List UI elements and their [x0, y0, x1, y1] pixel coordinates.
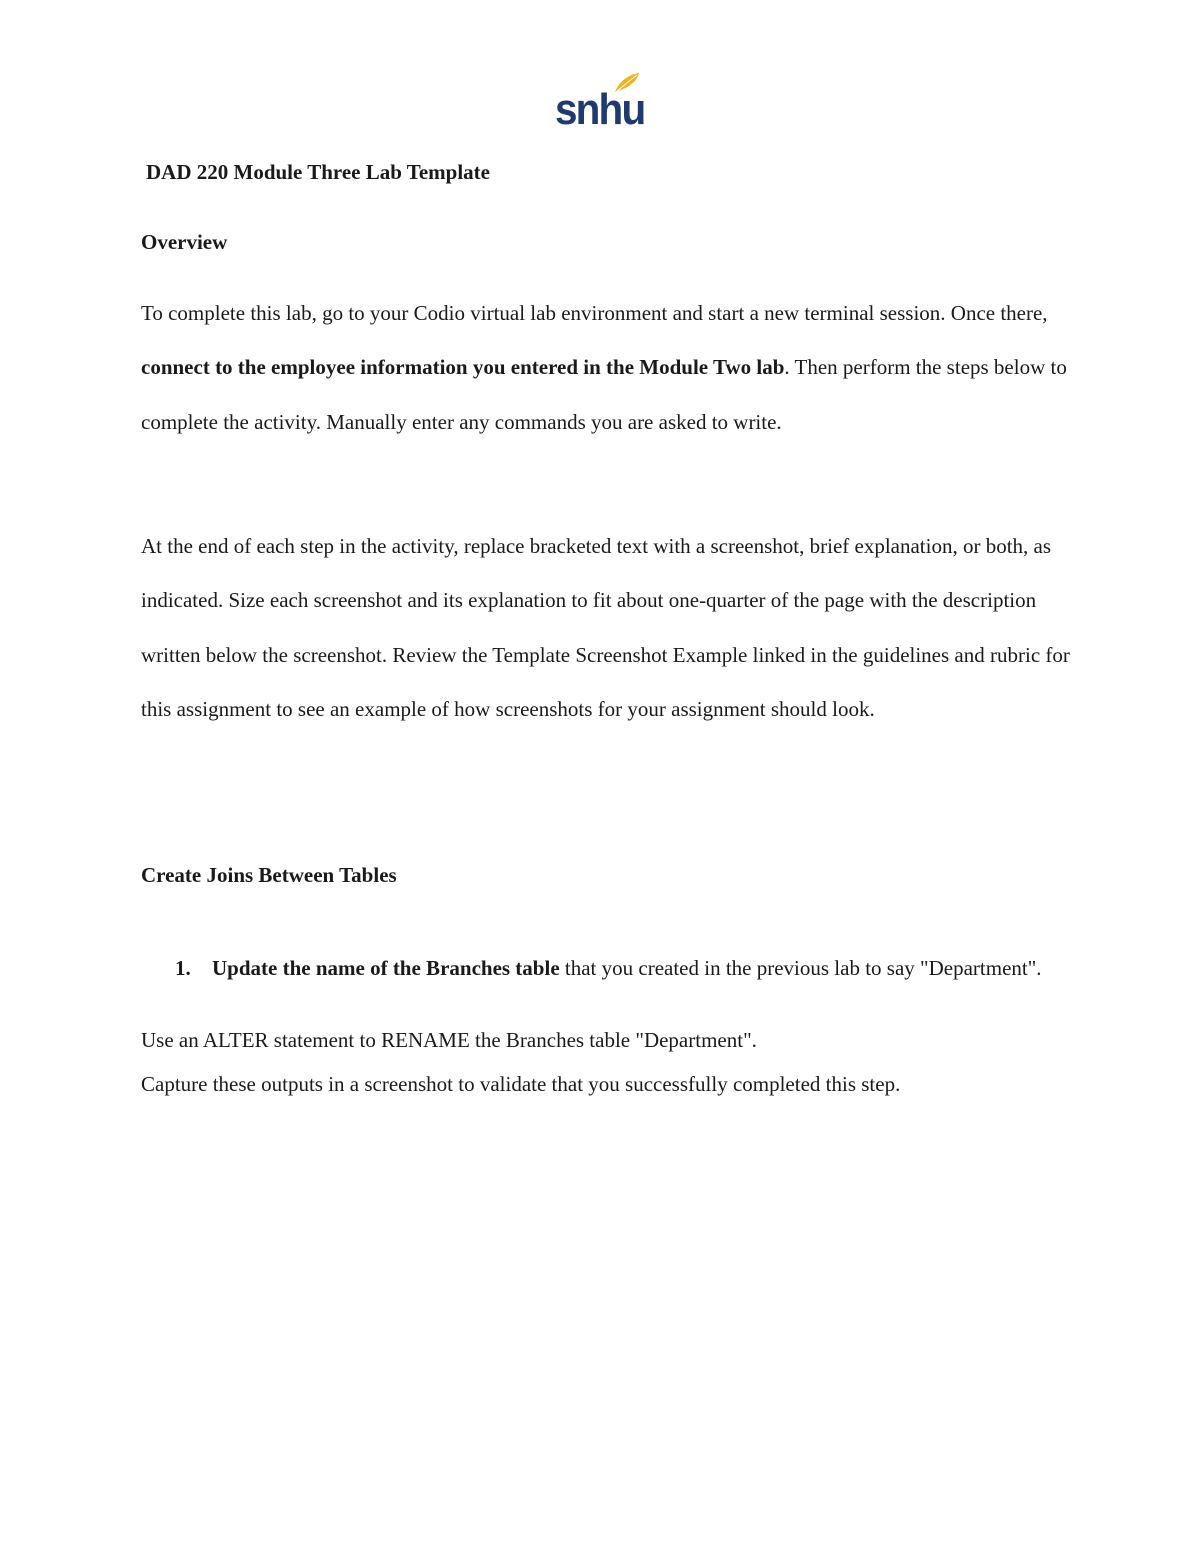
overview-bold-text: connect to the employee information you entered in the Module Two lab	[141, 355, 785, 380]
instruction-capture: Capture these outputs in a screenshot to validate that you successfully completed this step.	[141, 1072, 901, 1096]
instruction-alter: Use an ALTER statement to RENAME the Branches table "Department".	[141, 1028, 757, 1052]
step-number: 1.	[175, 956, 191, 980]
step-bold-text: Update the name of the Branches table	[212, 956, 560, 980]
overview-text-part1: To complete this lab, go to your Codio virtual lab environment and start a new terminal session. Once there,	[141, 301, 1048, 325]
overview-paragraph-2: At the end of each step in the activity, replace bracketed text with a screenshot, brief explanation, or both, as indicated. Size each screenshot and its explanation to fit about one-quarter of the page with the description written below the screenshot. Review the Template Screenshot Example linked in the guidelines and rubric for this assignment to see an example of how screenshots for your assignment should look.	[141, 534, 1070, 721]
overview-text-part2: . Then perform the steps below to complete the activity. Manually enter any commands you are asked to write.	[141, 355, 1067, 434]
section-heading: Create Joins Between Tables	[141, 863, 397, 887]
snhu-logo	[555, 72, 645, 134]
logo-wordmark: snhu	[555, 85, 645, 134]
step-text	[212, 954, 1052, 983]
overview-paragraph-1	[141, 286, 1071, 449]
document-title: DAD 220 Module Three Lab Template	[146, 160, 490, 184]
step-rest-text: that you created in the previous lab to say "Department".	[559, 956, 1042, 980]
overview-heading: Overview	[141, 230, 228, 254]
